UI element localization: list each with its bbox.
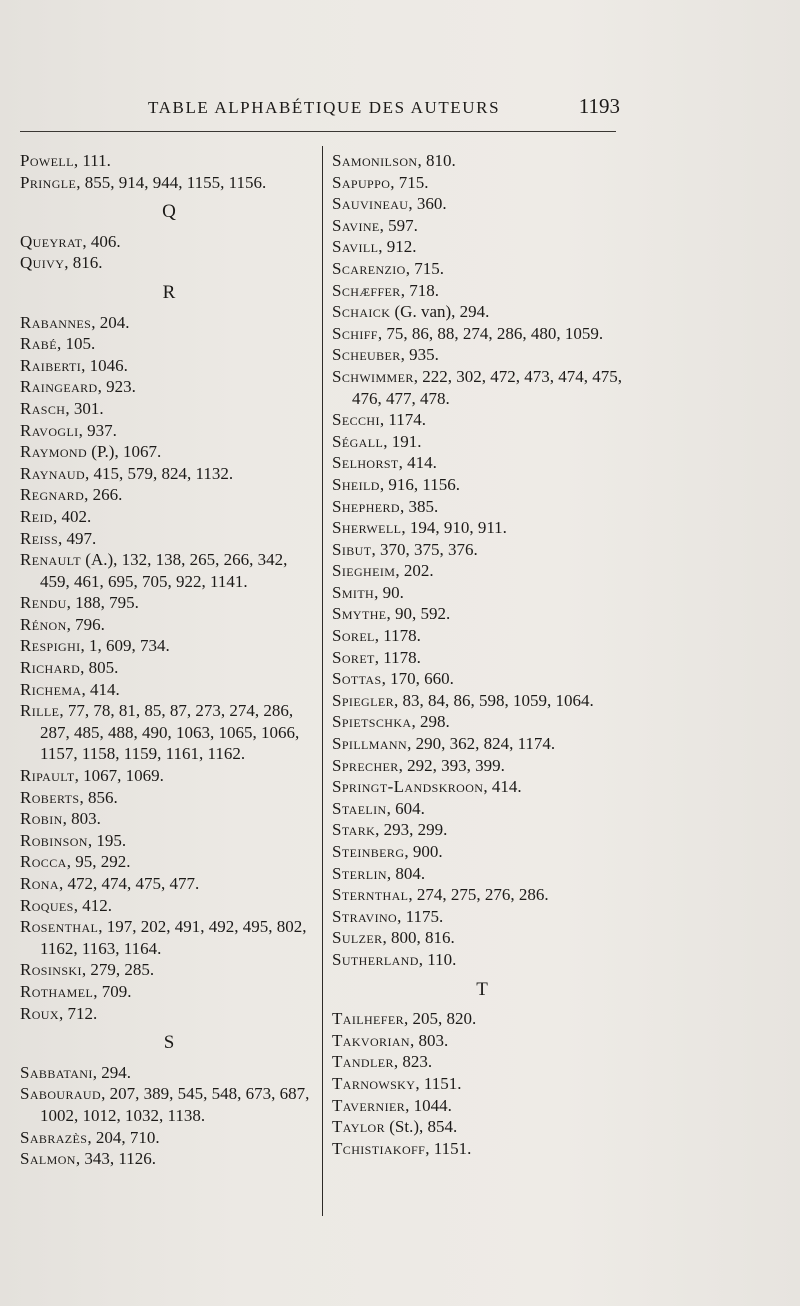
index-entry	[20, 506, 318, 528]
author-name: Rabannes	[20, 312, 92, 332]
index-entry	[332, 690, 632, 712]
page-references: , 90, 592.	[386, 604, 451, 624]
page-references: , 923.	[97, 377, 136, 397]
author-name: Soret	[332, 647, 375, 667]
page-references: , 900.	[404, 842, 443, 861]
page-references: , 855, 914, 944, 1155, 1156.	[76, 172, 267, 192]
index-entry	[20, 150, 318, 172]
author-name: Smythe	[332, 604, 387, 624]
index-entry	[332, 1030, 632, 1052]
right-column	[332, 150, 632, 1159]
index-entry	[20, 463, 318, 485]
header-rule	[20, 131, 616, 132]
page-references: , 197, 202, 491, 492, 495, 802, 1162, 1163, 1164.	[40, 917, 307, 958]
index-entry	[332, 1073, 632, 1095]
author-name: Raynaud	[20, 463, 86, 483]
author-name: Sorel	[332, 626, 375, 646]
page-references: , 360.	[408, 194, 447, 214]
author-name: Richema	[20, 679, 82, 699]
index-entry	[332, 1051, 632, 1073]
index-entry	[332, 733, 632, 755]
page-references: , 935.	[400, 345, 439, 365]
index-entry	[332, 819, 632, 841]
index-entry	[20, 981, 318, 1003]
author-name: Sauvineau	[332, 194, 409, 214]
page-references: , 170, 660.	[381, 669, 454, 689]
index-entry	[332, 215, 632, 237]
author-name: Scheuber	[332, 345, 401, 365]
index-entry	[20, 355, 318, 377]
index-entry	[20, 873, 318, 895]
page-references: , 294.	[92, 1062, 132, 1082]
index-entry	[20, 252, 318, 274]
author-name: Sabouraud	[20, 1084, 102, 1104]
author-name: Rasch	[20, 398, 66, 418]
index-entry	[332, 344, 632, 366]
index-entry	[20, 441, 318, 463]
page-references: , 414.	[81, 679, 120, 699]
index-entry	[20, 1148, 318, 1170]
author-name: Secchi	[332, 410, 380, 430]
page-title: TABLE ALPHABÉTIQUE DES AUTEURS	[148, 98, 501, 117]
page-references: , 803.	[409, 1030, 449, 1050]
page-references: , 604.	[386, 798, 425, 818]
page-references: , 497.	[58, 528, 97, 548]
index-entry	[332, 863, 632, 885]
page-references: , 370, 375, 376.	[371, 539, 478, 559]
page-references: , 279, 285.	[81, 960, 155, 980]
page-references: (P.), 1067.	[87, 442, 162, 462]
index-entry	[20, 1003, 318, 1025]
author-name: Shepherd	[332, 496, 400, 516]
author-name: Roberts	[20, 787, 80, 807]
index-entry	[332, 496, 632, 518]
index-entry	[332, 1138, 632, 1160]
page-references: , 718.	[400, 280, 439, 300]
index-entry	[20, 333, 318, 355]
section-spacer	[20, 1054, 318, 1062]
index-entry	[332, 560, 632, 582]
section-letter: T	[476, 978, 488, 1000]
index-entry	[20, 895, 318, 917]
index-entry	[332, 776, 632, 798]
left-column	[20, 150, 318, 1170]
author-name: Stravino	[332, 906, 398, 926]
page-references: , 202.	[395, 561, 434, 581]
page-references: , 412.	[73, 895, 112, 915]
index-entry	[332, 906, 632, 928]
index-entry	[332, 1008, 632, 1030]
page-references: , 293, 299.	[375, 820, 448, 840]
page-references: , 90.	[374, 582, 404, 602]
page-references: , 912.	[378, 237, 417, 257]
section-spacer	[20, 304, 318, 312]
author-name: Rosinski	[20, 960, 82, 980]
author-name: Raiberti	[20, 355, 82, 375]
index-entry	[332, 517, 632, 539]
page-references: , 204.	[91, 312, 130, 332]
author-name: Robinson	[20, 830, 88, 850]
author-name: Ségall	[332, 431, 384, 451]
page-references: , 715.	[390, 172, 429, 192]
page-references: , 292, 393, 399.	[398, 755, 505, 775]
author-name: Raymond	[20, 442, 88, 462]
author-name: Spiegler	[332, 690, 394, 710]
page-references: , 1151.	[415, 1073, 462, 1093]
author-name: Reid	[20, 506, 53, 526]
author-name: Rona	[20, 874, 59, 893]
author-name: Sabbatani	[20, 1062, 93, 1082]
index-entry	[20, 1083, 318, 1126]
page-references: , 188, 795.	[66, 593, 139, 613]
page-references: , 343, 1126.	[75, 1149, 156, 1169]
author-name: Schiff	[332, 323, 378, 343]
author-name: Regnard	[20, 485, 85, 505]
index-entry	[20, 657, 318, 679]
index-entry	[20, 765, 318, 787]
author-name: Siegheim	[332, 561, 396, 581]
author-name: Staelin	[332, 798, 387, 818]
section-spacer	[20, 223, 318, 231]
author-name: Queyrat	[20, 231, 83, 251]
section-spacer	[20, 1024, 318, 1032]
page-references: , 191.	[383, 431, 422, 451]
page-references: , 805.	[80, 658, 119, 678]
index-entry	[332, 258, 632, 280]
author-name: Takvorian	[332, 1030, 410, 1050]
page-references: , 110.	[418, 949, 457, 969]
index-entry	[20, 549, 318, 592]
index-entry	[332, 582, 632, 604]
index-entry	[20, 1127, 318, 1149]
author-name: Spietschka	[332, 712, 412, 732]
author-name: Schwimmer	[332, 366, 414, 386]
page-references: , 290, 362, 824, 1174.	[407, 734, 556, 754]
author-name: Tailhefer	[332, 1009, 404, 1029]
index-entry	[332, 366, 632, 409]
index-entry	[332, 884, 632, 906]
author-name: Powell	[20, 151, 74, 170]
index-entry	[20, 484, 318, 506]
author-name: Rocca	[20, 852, 67, 872]
author-name: Renault	[20, 550, 82, 570]
page-references: , 916, 1156.	[379, 474, 460, 494]
author-name: Rothamel	[20, 981, 94, 1001]
index-entry	[332, 236, 632, 258]
author-name: Spillmann	[332, 734, 408, 754]
author-name: Taylor	[332, 1117, 386, 1137]
index-entry	[20, 1062, 318, 1084]
index-entry	[332, 172, 632, 194]
page-references: , 1178.	[374, 647, 421, 667]
author-name: Sterlin	[332, 863, 387, 883]
page-references: , 800, 816.	[382, 928, 455, 948]
index-entry	[20, 376, 318, 398]
index-entry	[332, 625, 632, 647]
index-entry	[332, 647, 632, 669]
author-name: Richard	[20, 658, 81, 678]
page-references: , 1175.	[397, 906, 444, 926]
page-references: , 105.	[56, 334, 96, 354]
page-references: , 823.	[393, 1052, 433, 1072]
author-name: Sherwell	[332, 518, 402, 538]
author-name: Savill	[332, 237, 379, 257]
author-name: Springt-Landskroon	[332, 777, 484, 797]
author-name: Savine	[332, 215, 380, 235]
section-letter: R	[162, 281, 176, 303]
author-name: Samonilson	[332, 151, 418, 170]
page-references: , 796.	[66, 614, 105, 634]
index-entry	[20, 528, 318, 550]
index-entry	[20, 231, 318, 253]
page-references: , 1178.	[374, 626, 421, 646]
page-references: , 111.	[73, 151, 111, 170]
section-letter: S	[163, 1032, 175, 1054]
page-references: , 83, 84, 86, 598, 1059, 1064.	[394, 690, 594, 710]
page-references: , 1046.	[81, 355, 128, 375]
page-references: , 597.	[379, 215, 418, 235]
page-references: , 266.	[84, 485, 123, 505]
page-references: , 222, 302, 472, 473, 474, 475, 476, 477, 478.	[352, 366, 622, 408]
index-entry	[332, 798, 632, 820]
author-name: Respighi	[20, 636, 81, 656]
page-references: , 816.	[64, 253, 103, 273]
index-entry	[332, 301, 632, 323]
page-references: , 414.	[483, 777, 522, 797]
page-references: , 194, 910, 911.	[401, 518, 507, 538]
section-spacer	[20, 274, 318, 282]
author-name: Tavernier	[332, 1095, 406, 1115]
section-spacer	[20, 193, 318, 201]
author-name: Ravogli	[20, 420, 79, 440]
page-references: (A.), 132, 138, 265, 266, 342, 459, 461, 695, 705, 922, 1141.	[40, 550, 288, 591]
running-header	[20, 92, 620, 126]
index-entry	[332, 323, 632, 345]
author-name: Sulzer	[332, 928, 383, 948]
index-entry	[20, 959, 318, 981]
author-name: Scarenzio	[332, 258, 406, 278]
index-entry	[332, 539, 632, 561]
index-entry	[332, 280, 632, 302]
author-name: Selhorst	[332, 453, 399, 473]
author-name: Roux	[20, 1003, 59, 1023]
author-name: Smith	[332, 582, 375, 602]
index-entry	[332, 474, 632, 496]
page-references: , 810.	[417, 151, 456, 170]
page-references: , 804.	[386, 863, 426, 883]
author-name: Sapuppo	[332, 172, 391, 192]
index-entry	[20, 592, 318, 614]
author-name: Tarnowsky	[332, 1073, 416, 1093]
author-name: Tchistiakoff	[332, 1138, 426, 1158]
page-references: , 274, 275, 276, 286.	[408, 885, 549, 905]
page-references: , 95, 292.	[66, 852, 131, 872]
author-name: Quivy	[20, 253, 65, 273]
author-name: Robin	[20, 809, 63, 829]
author-name: Sheild	[332, 474, 380, 494]
index-entry	[20, 398, 318, 420]
author-name: Rendu	[20, 593, 67, 613]
page-references: , 1, 609, 734.	[80, 636, 170, 656]
page-references: , 385.	[400, 496, 439, 516]
author-name: Tandler	[332, 1052, 394, 1072]
author-name: Sottas	[332, 669, 382, 689]
index-entry	[20, 172, 318, 194]
author-name: Sutherland	[332, 949, 419, 969]
index-entry	[20, 635, 318, 657]
page-references: , 1067, 1069.	[74, 766, 164, 786]
index-entry	[332, 711, 632, 733]
index-entry	[332, 1095, 632, 1117]
page-references: , 1151.	[425, 1138, 472, 1158]
author-name: Sabrazès	[20, 1127, 88, 1147]
page-number: 1193	[578, 94, 620, 118]
page-references: , 709.	[93, 981, 132, 1001]
page-references: , 204, 710.	[87, 1127, 160, 1147]
page-references: , 406.	[82, 231, 121, 251]
index-entry	[332, 409, 632, 431]
index-entry	[332, 452, 632, 474]
author-name: Steinberg	[332, 842, 405, 861]
author-name: Salmon	[20, 1149, 76, 1169]
page-references: , 712.	[58, 1003, 98, 1023]
index-entry	[332, 150, 632, 172]
author-name: Rénon	[20, 614, 67, 634]
index-entry	[20, 787, 318, 809]
author-name: Rille	[20, 701, 60, 721]
index-entry	[332, 755, 632, 777]
index-entry	[20, 808, 318, 830]
author-name: Rosenthal	[20, 917, 99, 937]
page-references: , 77, 78, 81, 85, 87, 273, 274, 286, 287, 485, 488, 490, 1063, 1065, 1066, 1157, 1158, 1159, 1161, 1162.	[40, 701, 300, 764]
page-references: , 803.	[62, 809, 101, 829]
index-entry	[20, 614, 318, 636]
index-entry	[332, 949, 632, 971]
index-entry	[332, 603, 632, 625]
author-name: Rabé	[20, 334, 57, 354]
index-entry	[20, 851, 318, 873]
page-references: , 195.	[87, 830, 127, 850]
index-entry	[332, 841, 632, 863]
index-entry	[332, 431, 632, 453]
page-references: , 414.	[398, 453, 437, 473]
page-references: , 207, 389, 545, 548, 673, 687, 1002, 1012, 1032, 1138.	[40, 1084, 310, 1125]
author-name: Raingeard	[20, 377, 98, 397]
section-spacer	[332, 1000, 632, 1008]
page-references: , 856.	[79, 787, 118, 807]
page-references: , 715.	[405, 258, 444, 278]
index-entry	[20, 700, 318, 765]
index-entry	[332, 193, 632, 215]
author-name: Stark	[332, 820, 376, 840]
page-references: , 415, 579, 824, 1132.	[85, 463, 234, 483]
page-references: , 301.	[65, 398, 104, 418]
index-entry	[20, 916, 318, 959]
author-name: Sprecher	[332, 755, 399, 775]
page-references: , 75, 86, 88, 274, 286, 480, 1059.	[377, 323, 604, 343]
author-name: Ripault	[20, 766, 75, 786]
index-entry	[332, 1116, 632, 1138]
author-name: Roques	[20, 895, 74, 915]
author-name: Sternthal	[332, 885, 409, 905]
column-divider	[322, 146, 323, 1216]
index-entry	[20, 312, 318, 334]
index-entry	[20, 420, 318, 442]
page-references: , 1174.	[379, 410, 426, 430]
page-references: (G. van), 294.	[390, 302, 490, 322]
author-name: Reiss	[20, 528, 59, 548]
index-entry	[332, 927, 632, 949]
section-spacer	[332, 971, 632, 979]
page-references: (St.), 854.	[385, 1117, 458, 1137]
index-entry	[332, 668, 632, 690]
author-name: Pringle	[20, 172, 77, 192]
author-name: Schæffer	[332, 280, 401, 300]
page-references: , 937.	[78, 420, 117, 440]
author-name: Schaick	[332, 302, 391, 322]
index-entry	[20, 679, 318, 701]
author-name: Sibut	[332, 539, 372, 559]
page-references: , 298.	[411, 712, 450, 732]
page-references: , 402.	[52, 506, 92, 526]
page-references: , 472, 474, 475, 477.	[58, 874, 200, 893]
index-entry	[20, 830, 318, 852]
page-references: , 205, 820.	[403, 1009, 477, 1029]
page-references: , 1044.	[405, 1095, 452, 1115]
section-letter: Q	[162, 201, 176, 223]
